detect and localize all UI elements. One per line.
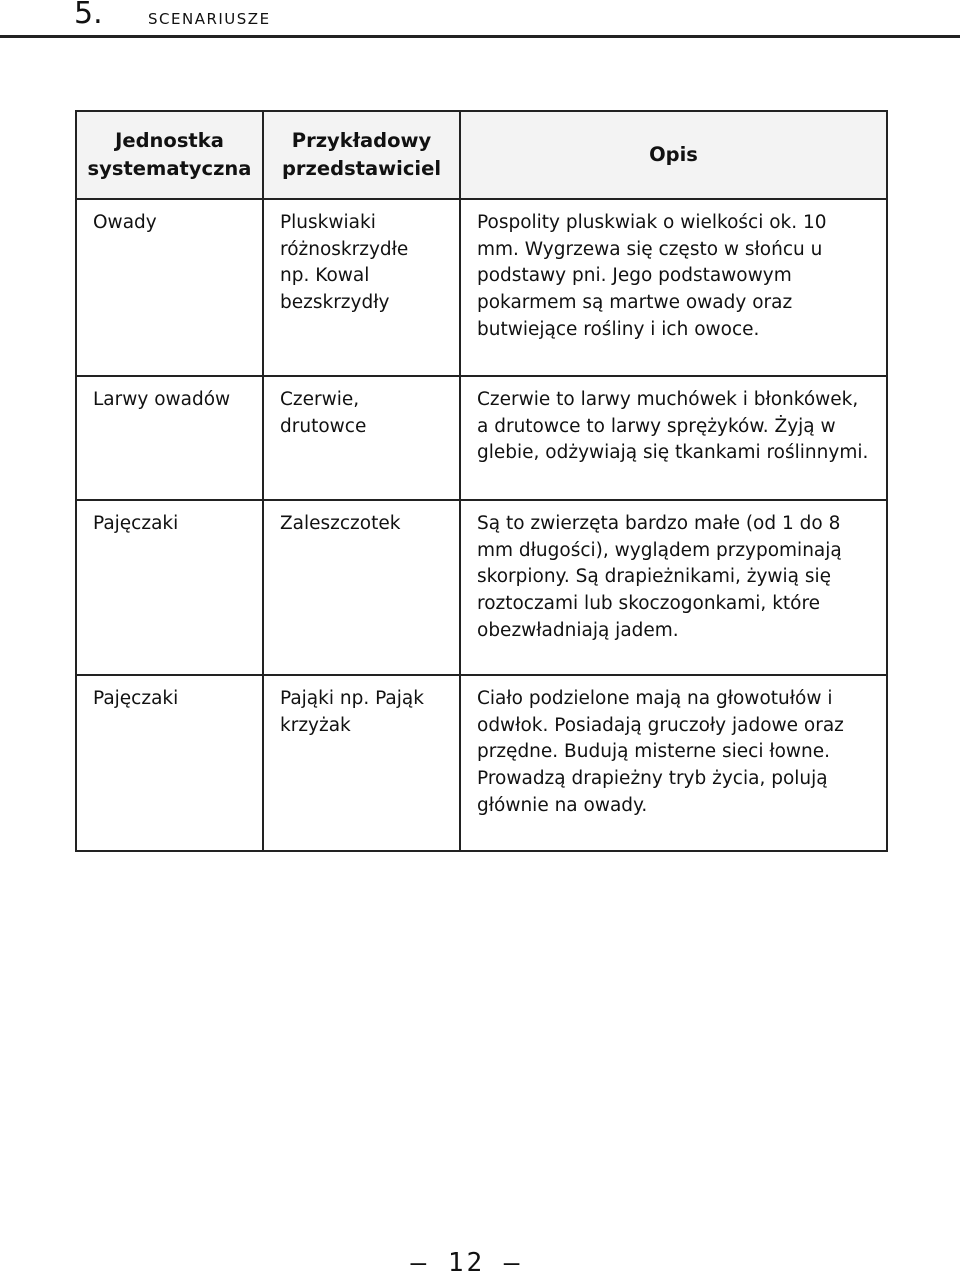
section-number: 5.: [74, 0, 103, 31]
table-row: [76, 376, 887, 500]
table-row: [76, 199, 887, 376]
page-header: [0, 0, 960, 38]
cell-unit: Owady: [76, 199, 263, 376]
table-row: [76, 500, 887, 675]
section-title: scenariusze: [148, 5, 271, 29]
cell-example: Czerwie, drutowce: [263, 376, 460, 500]
column-header-description: Opis: [460, 111, 887, 199]
table-row: [76, 675, 887, 851]
cell-description: Są to zwierzęta bardzo małe (od 1 do 8 mm długości), wyglądem przypominają skorpiony. Są drapieżnikami, żywią się roztoczami lub skoczogonkami, które obezwładniają jadem.: [460, 500, 887, 675]
cell-description: Ciało podzielone mają na głowotułów i odwłok. Posiadają gruczoły jadowe oraz przędne. Budują misterne sieci łowne. Prowadzą drapieżny tryb życia, polują głównie na owady.: [460, 675, 887, 851]
cell-unit: Larwy owadów: [76, 376, 263, 500]
cell-description: Pospolity pluskwiak o wielkości ok. 10 mm. Wygrzewa się często w słońcu u podstawy pni. Jego podstawowym pokarmem są martwe owady oraz butwiejące rośliny i ich owoce.: [460, 199, 887, 376]
cell-unit: Pajęczaki: [76, 500, 263, 675]
page-number: – 12 –: [410, 1248, 523, 1278]
column-header-unit: Jednostka systematyczna: [76, 111, 263, 199]
table-header-row: [76, 111, 887, 199]
cell-description: Czerwie to larwy muchówek i błonkówek, a drutowce to larwy sprężyków. Żyją w glebie, odżywiają się tkankami roślinnymi.: [460, 376, 887, 500]
species-table: [75, 110, 888, 852]
column-header-example: Przykładowy przedstawiciel: [263, 111, 460, 199]
cell-unit: Pajęczaki: [76, 675, 263, 851]
cell-example: Pluskwiaki różnoskrzydłe np. Kowal bezskrzydły: [263, 199, 460, 376]
cell-example: Zaleszczotek: [263, 500, 460, 675]
cell-example: Pająki np. Pająk krzyżak: [263, 675, 460, 851]
